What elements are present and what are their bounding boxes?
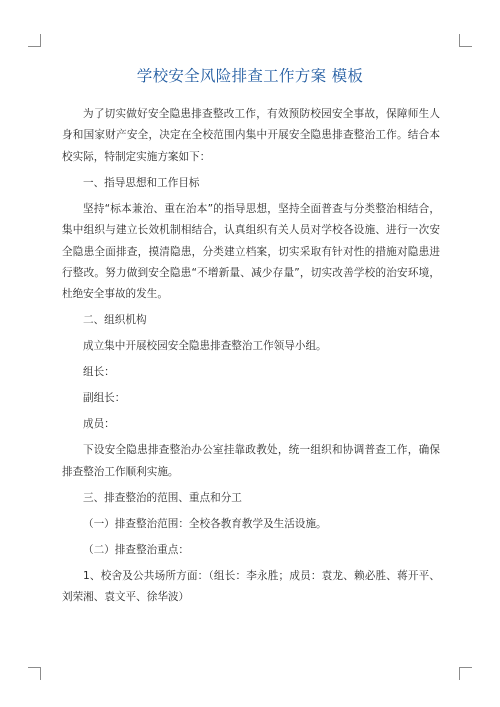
guiding-principle-paragraph: 坚持“标本兼治、重在治本”的指导思想，坚持全面普查与分类整治相结合，集中组织与建立长效机制相结合，认真组织有关人员对学校各设施、进行一次安全隐患全面排查，摸清隐患，分类建立档案，切实采取有针对性的措施对隐患进行整改。努力做到安全隐患“不增新量、减少存量”，切实改善学校的治安环境，杜绝安全事故的发生。: [62, 202, 440, 301]
scope-line: （一）排查整治范围：全校各教育教学及生活设施。: [83, 517, 327, 530]
deputy-leader-line: 副组长：: [83, 392, 126, 405]
members-line: 成员：: [83, 418, 115, 431]
section-heading-1: 一、指导思想和工作目标: [83, 176, 200, 189]
organization-paragraph: 成立集中开展校园安全隐患排查整治工作领导小组。: [83, 340, 327, 353]
focus-line: （二）排查整治重点：: [83, 543, 189, 556]
crop-mark-top-left: [28, 34, 41, 47]
crop-mark-top-right: [459, 34, 472, 47]
office-paragraph: 下设安全隐患排查整治办公室挂靠政教处，统一组织和协调普查工作，确保排查整治工作顺利实施。: [62, 444, 440, 478]
crop-mark-bottom-right: [459, 667, 472, 680]
section-heading-3: 三、排查整治的范围、重点和分工: [83, 491, 242, 504]
crop-mark-bottom-left: [28, 667, 41, 680]
leader-line: 组长：: [83, 366, 115, 379]
document-body: [62, 104, 440, 613]
intro-paragraph: 为了切实做好安全隐患排查整改工作，有效预防校园安全事故，保障师生人身和国家财产安全，决定在全校范围内集中开展安全隐患排查整治工作。结合本校实际，特制定实施方案如下：: [62, 108, 440, 163]
document-title: 学校安全风险排查工作方案 模板: [136, 67, 364, 85]
facilities-paragraph: 1、校舍及公共场所方面：（组长：李永胜；成员：袁龙、赖必胜、蒋开平、刘荣湘、袁文平、徐华波）: [62, 569, 440, 604]
section-heading-2: 二、组织机构: [83, 314, 147, 327]
